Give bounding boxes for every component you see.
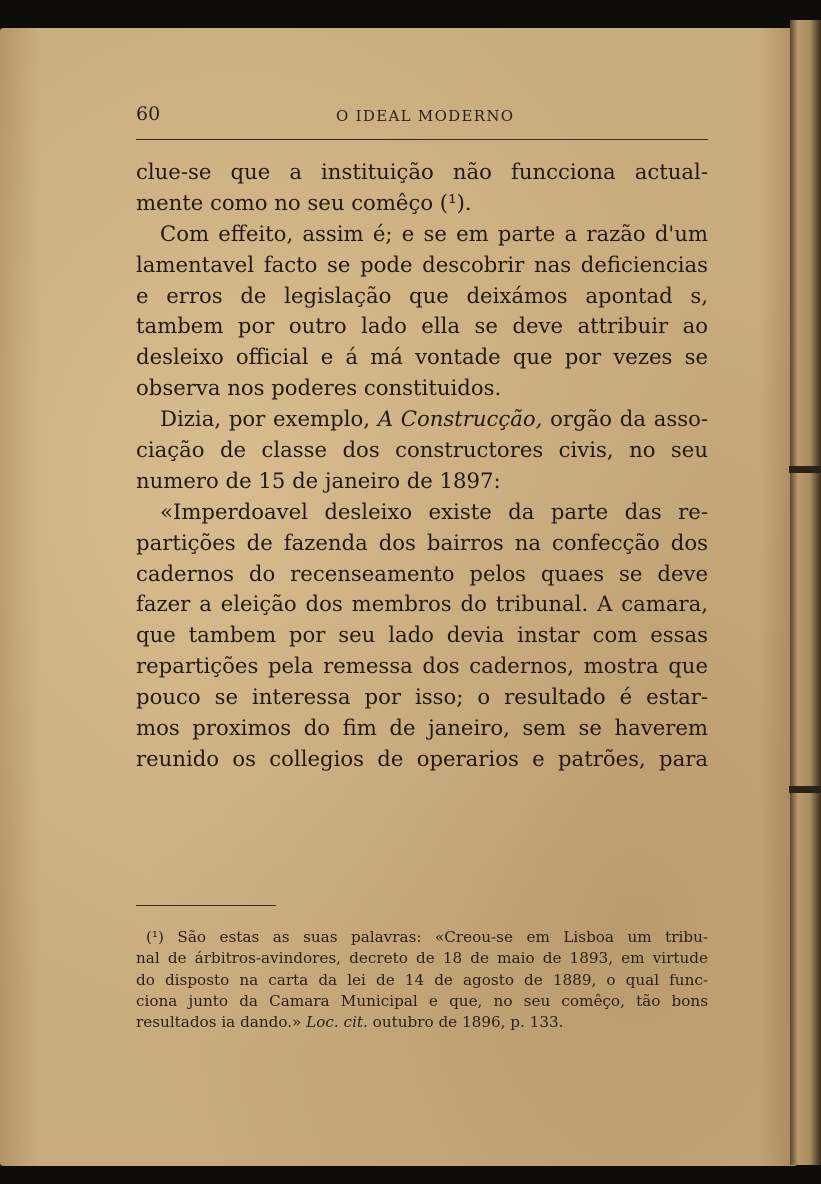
- page-header: [136, 99, 708, 129]
- text-line: reunido os collegios de operarios e patrões, para: [136, 745, 708, 771]
- text-line: partições de fazenda dos bairros na confecção dos: [136, 529, 708, 555]
- header-rule: [136, 139, 708, 140]
- text-segment: Dizia, por exemplo,: [160, 406, 378, 432]
- next-page-edge: [790, 20, 821, 1165]
- text-line: tambem por outro lado ella se deve attribuir ao: [136, 313, 708, 339]
- text-line: clue-se que a instituição não funcciona actual-: [136, 159, 708, 184]
- page-edge-mark: [789, 466, 821, 473]
- text-line: e erros de legislação que deixámos apontad s,: [136, 282, 708, 308]
- text-line: [136, 404, 708, 435]
- text-line: repartições pela remessa dos cadernos, mostra que: [136, 653, 708, 679]
- text-line: observa nos poderes constituidos.: [136, 375, 502, 401]
- citation-abbrev: Loc. cit.: [306, 1013, 368, 1032]
- footnote-line: (¹) São estas as suas palavras: «Creou-se em Lisboa um tribu-: [146, 928, 708, 946]
- footnote-rule: [136, 905, 276, 906]
- footnote-line: nal de árbitros-avindores, decreto de 18 de maio de 1893, em virtude: [136, 949, 708, 968]
- text-line: que tambem por seu lado devia instar com essas: [136, 622, 708, 648]
- text-segment: orgão da asso-: [542, 406, 709, 432]
- text-line: cadernos do recenseamento pelos quaes se deve: [136, 560, 708, 586]
- text-line: desleixo official e á má vontade que por vezes se: [136, 344, 708, 370]
- page-number: 60: [136, 103, 161, 125]
- text-line: mos proximos do fim de janeiro, sem se haverem: [136, 715, 708, 741]
- running-title: O IDEAL MODERNO: [336, 107, 515, 125]
- footnote: [136, 927, 708, 1033]
- text-line: pouco se interessa por isso; o resultado é estar-: [136, 684, 708, 710]
- text-line: Com effeito, assim é; e se em parte a razão d'um: [160, 220, 708, 246]
- text-segment: resultados ia dando.»: [136, 1013, 307, 1032]
- footnote-line: do disposto na carta da lei de 14 de agosto de 1889, o qual func-: [136, 970, 708, 989]
- text-line: lamentavel facto se pode descobrir nas deficiencias: [136, 251, 708, 277]
- journal-title: A Construcção,: [377, 406, 543, 432]
- text-line: ciação de classe dos constructores civis, no seu: [136, 437, 708, 463]
- page-edge-mark: [789, 786, 821, 793]
- footnote-line: [136, 1012, 708, 1033]
- text-line: fazer a eleição dos membros do tribunal. A camara,: [136, 591, 708, 617]
- text-line: mente como no seu comêço (¹).: [136, 189, 472, 215]
- footnote-line: ciona junto da Camara Municipal e que, no seu comêço, tão bons: [136, 991, 708, 1010]
- body-text: [136, 157, 708, 775]
- text-segment: outubro de 1896, p. 133.: [367, 1013, 564, 1032]
- text-line: numero de 15 de janeiro de 1897:: [136, 467, 501, 493]
- text-line: «Imperdoavel desleixo existe da parte das re-: [160, 498, 708, 524]
